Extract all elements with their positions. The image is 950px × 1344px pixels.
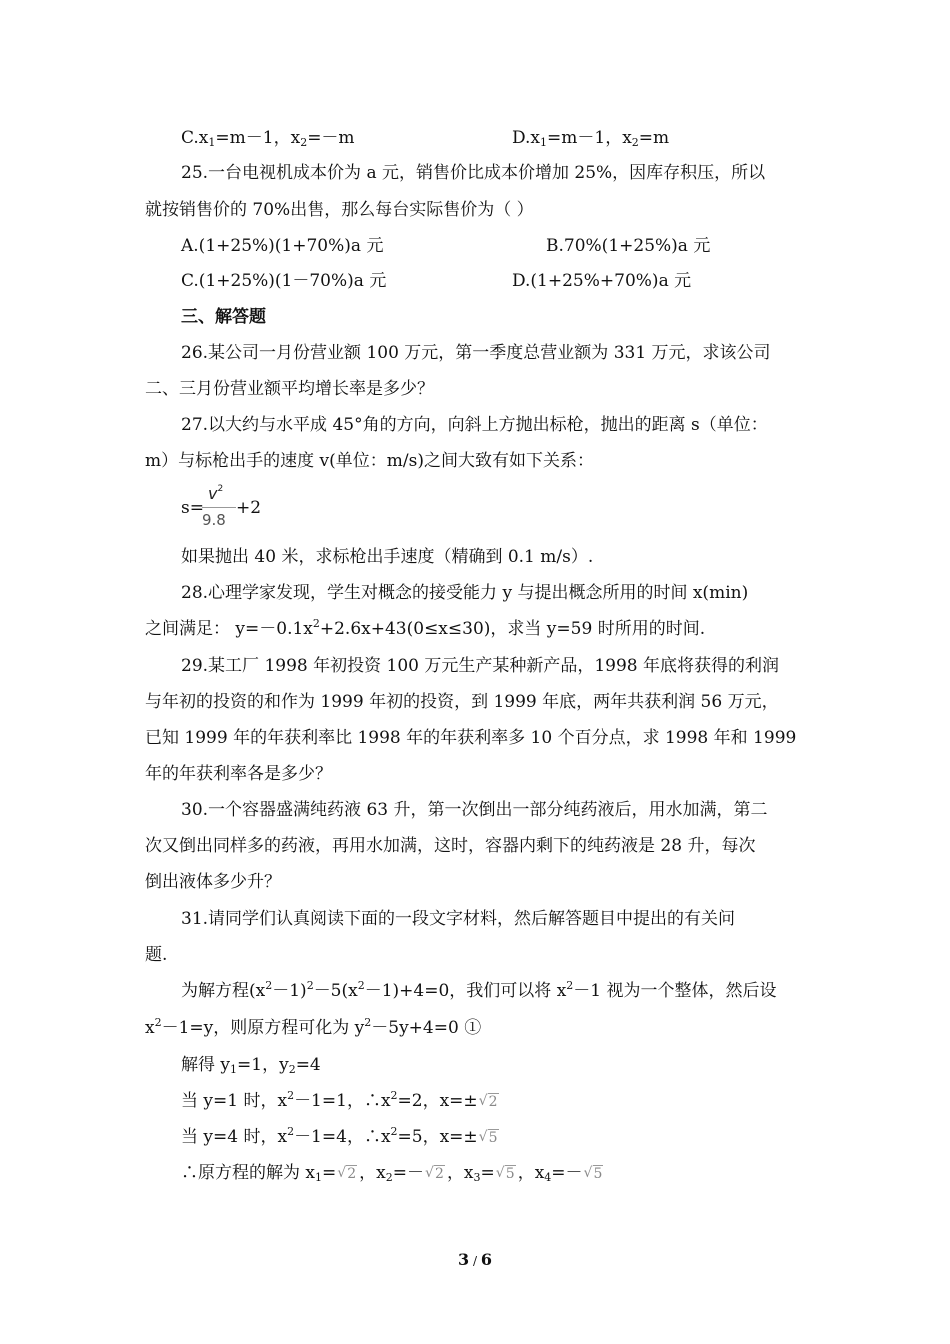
q25-option-c: C.(1+25%)(1－70%)a 元 (181, 271, 387, 291)
q30-line-1: 30.一个容器盛满纯药液 63 升，第一次倒出一部分纯药液后，用水加满，第二 (181, 800, 768, 820)
sqrt-icon: √ 2 (425, 1163, 445, 1185)
sqrt-icon: √ 5 (496, 1163, 516, 1185)
q25-option-d: D.(1+25%+70%)a 元 (512, 271, 692, 291)
q24-option-d: $D.x_1=m-1$，$x_2=m$ (512, 128, 670, 149)
q25-option-a: A.(1+25%)(1+70%)a 元 (181, 236, 384, 256)
sqrt-icon: √ 2 (479, 1091, 499, 1113)
q31-solution-line-1: 解得 $y_1=1$，$y_2=4$ (181, 1055, 321, 1076)
q26-line-1: 26.某公司一月份营业额 100 万元，第一季度总营业额为 331 万元，求该公司 (181, 343, 771, 363)
q28-line-2: 之间满足： $y=-0.1x^2+2.6x+43(0\le x\le 30)$，求当 y=59 时所用的时间. (145, 617, 706, 639)
q25-line-1: 25.一台电视机成本价为 a 元，销售价比成本价增加 25%，因库存积压，所以 (181, 163, 766, 183)
q27-formula-fraction (200, 484, 240, 532)
q26-line-2: 二、三月份营业额平均增长率是多少？ (145, 379, 434, 399)
q29-line-3: 已知 1999 年的年获利率比 1998 年的年获利率多 10 个百分点，求 1998 年和 1999 (145, 728, 797, 748)
q31-solution-line-4: ∴原方程的解为 $x_1=√$ 2 ，$x_2=-√$ 2 ，$x_3=√$ 5 ，$x_4=-√$ 5 (181, 1162, 605, 1185)
q31-solution-line-2: 当 y=1 时，$x^2-1=1$，$\therefore x^2=2$，x=±√ 2 (181, 1090, 501, 1113)
q25-line-2: 就按销售价的 70%出售，那么每台实际售价为（ ） (145, 200, 534, 220)
q31-line-1: 31.请同学们认真阅读下面的一段文字材料，然后解答题目中提出的有关问 (181, 909, 736, 929)
q31-paragraph-line-2: $x^2-1=y$，则原方程可化为 $y^2-5y+4=0$ ① (145, 1016, 482, 1038)
section-heading: 三、解答题 (181, 307, 266, 327)
q28-line-1: 28.心理学家发现，学生对概念的接受能力 y 与提出概念所用的时间 x(min) (181, 583, 749, 603)
q31-paragraph-line-1: 为解方程$(x^2-1)^2-5(x^2-1)+4=0$，我们可以将 $x^2-1$ 视为一个整体，然后设 (181, 979, 777, 1001)
q27-line-3: 如果抛出 40 米，求标枪出手速度（精确到 0.1 m/s）. (181, 547, 594, 567)
q27-formula-lhs: s= (181, 498, 204, 518)
q30-line-3: 倒出液体多少升？ (145, 872, 281, 892)
fraction-numerator: $v^2$ (208, 484, 224, 503)
q25-option-b: B.70%(1+25%)a 元 (546, 236, 711, 256)
q27-line-1: 27.以大约与水平成 45°角的方向，向斜上方抛出标枪，抛出的距离 s（单位： (181, 415, 768, 435)
q31-solution-line-3: 当 y=4 时，$x^2-1=4$，$\therefore x^2=5$，x=±√ 5 (181, 1126, 501, 1149)
page-number: 3 / 6 (458, 1250, 492, 1269)
q30-line-2: 次又倒出同样多的药液，再用水加满，这时，容器内剩下的纯药液是 28 升，每次 (145, 836, 756, 856)
q31-line-2: 题. (145, 945, 168, 965)
q27-line-2: m）与标枪出手的速度 v(单位：m/s)之间大致有如下关系： (145, 451, 594, 471)
q29-line-2: 与年初的投资的和作为 1999 年初的投资，到 1999 年底，两年共获利润 56 万元， (145, 692, 779, 712)
q29-line-1: 29.某工厂 1998 年初投资 100 万元生产某种新产品，1998 年底将获得的利润 (181, 656, 780, 676)
q24-option-c: $C.x_1=m-1$，$x_2=-m$ (181, 128, 355, 149)
q27-formula-rhs: +2 (236, 498, 262, 518)
sqrt-icon: √ 5 (584, 1163, 604, 1185)
sqrt-icon: √ 2 (337, 1163, 357, 1185)
fraction-denominator: 9.8 (202, 511, 226, 529)
q29-line-4: 年的年获利率各是多少？ (145, 764, 332, 784)
fraction-bar (202, 507, 236, 508)
sqrt-icon: √ 5 (479, 1127, 499, 1149)
